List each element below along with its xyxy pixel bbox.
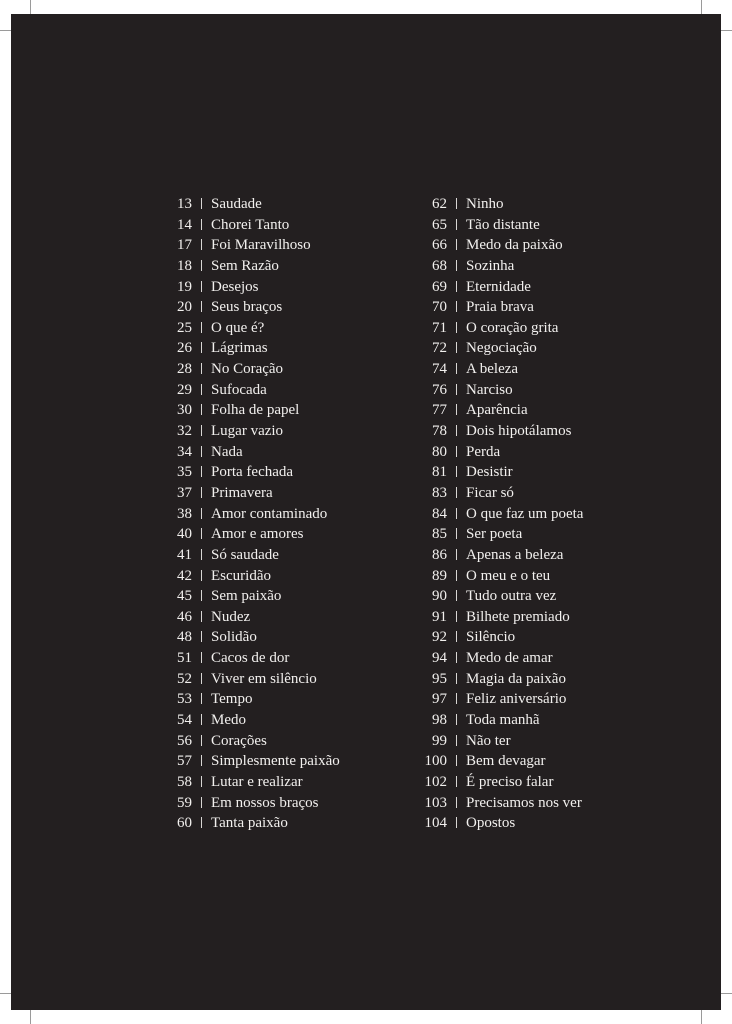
toc-title: Escuridão	[211, 567, 271, 584]
toc-page-number: 42	[177, 567, 192, 584]
toc-separator	[201, 631, 202, 642]
toc-entry	[407, 256, 583, 277]
toc-entry	[407, 772, 583, 793]
crop-mark	[721, 30, 732, 31]
toc-separator	[456, 281, 457, 292]
toc-page-number: 84	[432, 505, 447, 522]
toc-title: Tanta paixão	[211, 815, 288, 832]
toc-title: Narciso	[466, 381, 513, 398]
toc-title: No Coração	[211, 361, 284, 378]
toc-separator	[201, 714, 202, 725]
toc-page-number: 72	[432, 340, 447, 357]
toc-title: Perda	[466, 443, 501, 460]
crop-mark	[30, 1010, 31, 1024]
toc-page-number: 46	[177, 608, 192, 625]
toc-page-number: 100	[424, 753, 447, 770]
toc-title: Saudade	[211, 196, 262, 212]
toc-separator	[456, 549, 457, 560]
toc-entry	[161, 648, 340, 669]
toc-title: O que é?	[211, 319, 265, 336]
toc-page-number: 83	[432, 484, 447, 501]
toc-title: Simplesmente paixão	[211, 753, 340, 770]
toc-title: Aparência	[466, 402, 528, 419]
toc-title: Primavera	[211, 484, 273, 501]
toc-entry	[161, 400, 340, 421]
toc-page-number: 25	[177, 319, 192, 336]
toc-separator	[201, 198, 202, 209]
toc-page-number: 76	[432, 381, 447, 398]
toc-entry	[161, 710, 340, 731]
toc-separator	[201, 219, 202, 230]
toc-title: Amor contaminado	[211, 505, 328, 522]
toc-page-number: 102	[424, 773, 447, 790]
toc-entry	[161, 483, 340, 504]
toc-page-number: 92	[432, 629, 447, 646]
toc-entry	[161, 524, 340, 545]
toc-page-number: 58	[177, 773, 192, 790]
toc-entry	[161, 235, 340, 256]
toc-page-number: 51	[177, 650, 192, 667]
toc-entry	[407, 545, 583, 566]
toc-title: É preciso falar	[466, 773, 554, 790]
toc-separator	[201, 260, 202, 271]
toc-page-number: 35	[177, 464, 192, 481]
toc-title: Bilhete premiado	[466, 608, 570, 625]
toc-title: Apenas a beleza	[466, 546, 564, 563]
toc-entry	[161, 772, 340, 793]
toc-entry	[407, 235, 583, 256]
toc-entry	[407, 813, 583, 834]
toc-page-number: 40	[177, 526, 192, 543]
toc-separator	[201, 446, 202, 457]
toc-separator	[201, 466, 202, 477]
toc-title: O meu e o teu	[466, 567, 551, 584]
toc-title: Medo	[211, 712, 246, 729]
crop-mark	[701, 0, 702, 14]
toc-separator	[456, 342, 457, 353]
toc-entry	[161, 421, 340, 442]
toc-title: Chorei Tanto	[211, 216, 290, 233]
toc-page-number: 89	[432, 567, 447, 584]
toc-entry	[407, 689, 583, 710]
toc-title: Magia da paixão	[466, 670, 566, 687]
toc-page-number: 30	[177, 402, 192, 419]
toc-title: Tempo	[211, 691, 253, 708]
toc-entry	[161, 277, 340, 298]
toc-page-number: 17	[177, 237, 192, 254]
toc-entry	[161, 566, 340, 587]
toc-page-number: 34	[177, 443, 192, 460]
toc-title: Negociação	[466, 340, 537, 357]
toc-title: Precisamos nos ver	[466, 794, 582, 811]
toc-separator	[201, 817, 202, 828]
toc-page-number: 94	[432, 650, 447, 667]
toc-entry	[407, 359, 583, 380]
toc-page-number: 78	[432, 423, 447, 440]
toc-page-number: 54	[177, 712, 192, 729]
crop-mark	[30, 0, 31, 14]
crop-mark	[701, 1010, 702, 1024]
toc-page-number: 38	[177, 505, 192, 522]
toc-title: Folha de papel	[211, 402, 300, 419]
toc-separator	[456, 363, 457, 374]
toc-entry	[407, 421, 583, 442]
toc-title: Lutar e realizar	[211, 773, 303, 790]
toc-separator	[201, 652, 202, 663]
toc-title: Ser poeta	[466, 526, 523, 543]
toc-page-number: 95	[432, 670, 447, 687]
toc-entry	[407, 462, 583, 483]
toc-separator	[456, 817, 457, 828]
toc-entry	[161, 462, 340, 483]
toc-entry	[407, 380, 583, 401]
toc-title: Toda manhã	[466, 712, 540, 729]
toc-entry	[161, 194, 340, 215]
toc-title: Cacos de dor	[211, 650, 290, 667]
toc-page-number: 59	[177, 794, 192, 811]
crop-mark	[0, 993, 11, 994]
toc-title: Desejos	[211, 278, 259, 295]
toc-title: Só saudade	[211, 546, 279, 563]
toc-separator	[201, 239, 202, 250]
toc-page-number: 14	[177, 216, 192, 233]
toc-title: O coração grita	[466, 319, 559, 336]
toc-page-number: 65	[432, 216, 447, 233]
toc-page-number: 66	[432, 237, 447, 254]
toc-page-number: 68	[432, 257, 447, 274]
toc-separator	[456, 652, 457, 663]
toc-separator	[201, 404, 202, 415]
toc-title: Medo da paixão	[466, 237, 563, 254]
toc-separator	[201, 549, 202, 560]
toc-entry	[407, 338, 583, 359]
toc-title: Tão distante	[466, 216, 540, 233]
toc-separator	[456, 611, 457, 622]
toc-separator	[456, 239, 457, 250]
toc-entry	[407, 483, 583, 504]
toc-separator	[201, 508, 202, 519]
toc-page-number: 60	[177, 815, 192, 832]
toc-title: Desistir	[466, 464, 513, 481]
toc-entry	[407, 400, 583, 421]
toc-title: Não ter	[466, 732, 511, 749]
toc-page-number: 77	[432, 402, 447, 419]
toc-separator	[456, 570, 457, 581]
toc-page-number: 80	[432, 443, 447, 460]
toc-title: Sozinha	[466, 257, 515, 274]
toc-separator	[456, 714, 457, 725]
toc-page-number: 104	[424, 815, 447, 832]
toc-page-number: 41	[177, 546, 192, 563]
toc-separator	[456, 508, 457, 519]
toc-separator	[456, 404, 457, 415]
toc-separator	[456, 322, 457, 333]
toc-title: Sem paixão	[211, 588, 282, 605]
toc-page-number: 13	[177, 196, 192, 212]
toc-separator	[201, 755, 202, 766]
toc-page-number: 18	[177, 257, 192, 274]
toc-separator	[456, 797, 457, 808]
toc-entry	[407, 277, 583, 298]
toc-page-number: 53	[177, 691, 192, 708]
toc-entry	[161, 586, 340, 607]
toc-separator	[456, 260, 457, 271]
toc-entry	[407, 566, 583, 587]
document-page	[11, 14, 721, 1010]
toc-entry	[161, 318, 340, 339]
toc-entry	[161, 297, 340, 318]
toc-title: Praia brava	[466, 299, 534, 316]
toc-entry	[161, 545, 340, 566]
toc-separator	[201, 322, 202, 333]
toc-title: Seus braços	[211, 299, 283, 316]
toc-entry	[407, 648, 583, 669]
toc-page-number: 98	[432, 712, 447, 729]
toc-page-number: 57	[177, 753, 192, 770]
toc-title: Porta fechada	[211, 464, 294, 481]
toc-title: Ficar só	[466, 484, 514, 501]
toc-separator	[456, 219, 457, 230]
toc-entry	[407, 731, 583, 752]
toc-title: Sem Razão	[211, 257, 279, 274]
toc-separator	[456, 631, 457, 642]
toc-separator	[201, 673, 202, 684]
toc-entry	[161, 442, 340, 463]
toc-page-number: 19	[177, 278, 192, 295]
toc-entry	[161, 215, 340, 236]
toc-separator	[456, 446, 457, 457]
toc-separator	[201, 693, 202, 704]
toc-separator	[456, 466, 457, 477]
toc-page-number: 71	[432, 319, 447, 336]
toc-title: Silêncio	[466, 629, 516, 646]
toc-title: Eternidade	[466, 278, 531, 295]
toc-page-number: 62	[432, 196, 447, 212]
toc-title: Bem devagar	[466, 753, 546, 770]
toc-separator	[456, 528, 457, 539]
toc-entry	[407, 793, 583, 814]
toc-separator	[456, 735, 457, 746]
toc-title: Lugar vazio	[211, 423, 284, 440]
toc-entry	[161, 751, 340, 772]
toc-page-number: 90	[432, 588, 447, 605]
toc-separator	[201, 281, 202, 292]
toc-title: Corações	[211, 732, 267, 749]
toc-title: Dois hipotálamos	[466, 423, 572, 440]
toc-page-number: 20	[177, 299, 192, 316]
toc-entry	[407, 215, 583, 236]
toc-entry	[161, 359, 340, 380]
toc-page-number: 69	[432, 278, 447, 295]
toc-entry	[407, 710, 583, 731]
toc-title: Viver em silêncio	[211, 670, 317, 687]
toc-title: Solidão	[211, 629, 257, 646]
toc-title: Nudez	[211, 608, 251, 625]
toc-entry	[407, 524, 583, 545]
toc-separator	[201, 342, 202, 353]
toc-entry	[161, 731, 340, 752]
toc-title: Feliz aniversário	[466, 691, 567, 708]
toc-entry	[161, 338, 340, 359]
toc-page-number: 32	[177, 423, 192, 440]
toc-page-number: 56	[177, 732, 192, 749]
toc-page-number: 52	[177, 670, 192, 687]
crop-mark	[0, 30, 11, 31]
toc-separator	[201, 384, 202, 395]
toc-separator	[201, 590, 202, 601]
toc-separator	[201, 570, 202, 581]
toc-entry	[407, 297, 583, 318]
toc-page-number: 29	[177, 381, 192, 398]
toc-title: Ninho	[466, 196, 504, 212]
toc-separator	[201, 425, 202, 436]
toc-column-right	[407, 194, 583, 834]
toc-separator	[201, 363, 202, 374]
toc-page-number: 70	[432, 299, 447, 316]
toc-title: Em nossos braços	[211, 794, 319, 811]
toc-entry	[407, 504, 583, 525]
toc-separator	[456, 755, 457, 766]
toc-title: Sufocada	[211, 381, 267, 398]
toc-page-number: 81	[432, 464, 447, 481]
toc-separator	[201, 528, 202, 539]
toc-entry	[161, 793, 340, 814]
toc-title: Lágrimas	[211, 340, 268, 357]
toc-page-number: 103	[424, 794, 447, 811]
toc-page-number: 91	[432, 608, 447, 625]
crop-mark	[721, 993, 732, 994]
toc-separator	[456, 198, 457, 209]
toc-page-number: 48	[177, 629, 192, 646]
toc-column-left	[161, 194, 340, 834]
toc-page-number: 28	[177, 361, 192, 378]
toc-separator	[201, 776, 202, 787]
toc-page-number: 45	[177, 588, 192, 605]
toc-entry	[407, 586, 583, 607]
toc-entry	[161, 627, 340, 648]
toc-page-number: 26	[177, 340, 192, 357]
toc-page-number: 97	[432, 691, 447, 708]
toc-entry	[161, 813, 340, 834]
toc-title: Tudo outra vez	[466, 588, 557, 605]
toc-title: O que faz um poeta	[466, 505, 584, 522]
toc-page-number: 74	[432, 361, 447, 378]
toc-separator	[456, 425, 457, 436]
toc-separator	[456, 590, 457, 601]
toc-separator	[201, 797, 202, 808]
toc-separator	[456, 693, 457, 704]
toc-entry	[161, 607, 340, 628]
toc-page-number: 37	[177, 484, 192, 501]
toc-separator	[201, 301, 202, 312]
toc-title: Medo de amar	[466, 650, 553, 667]
toc-separator	[201, 735, 202, 746]
toc-entry	[161, 504, 340, 525]
toc-separator	[456, 776, 457, 787]
toc-entry	[161, 380, 340, 401]
toc-separator	[456, 487, 457, 498]
toc-separator	[201, 487, 202, 498]
toc-title: Nada	[211, 443, 243, 460]
toc-entry	[407, 442, 583, 463]
toc-entry	[407, 194, 583, 215]
toc-entry	[407, 669, 583, 690]
toc-entry	[161, 256, 340, 277]
toc-entry	[407, 751, 583, 772]
toc-separator	[456, 301, 457, 312]
toc-separator	[201, 611, 202, 622]
toc-separator	[456, 384, 457, 395]
toc-title: Foi Maravilhoso	[211, 237, 311, 254]
toc-entry	[407, 607, 583, 628]
toc-title: A beleza	[466, 361, 519, 378]
toc-separator	[456, 673, 457, 684]
toc-entry	[161, 669, 340, 690]
toc-entry	[161, 689, 340, 710]
toc-page-number: 85	[432, 526, 447, 543]
toc-entry	[407, 318, 583, 339]
toc-page-number: 86	[432, 546, 447, 563]
toc-page-number: 99	[432, 732, 447, 749]
toc-title: Opostos	[466, 815, 516, 832]
toc-title: Amor e amores	[211, 526, 304, 543]
toc-entry	[407, 627, 583, 648]
